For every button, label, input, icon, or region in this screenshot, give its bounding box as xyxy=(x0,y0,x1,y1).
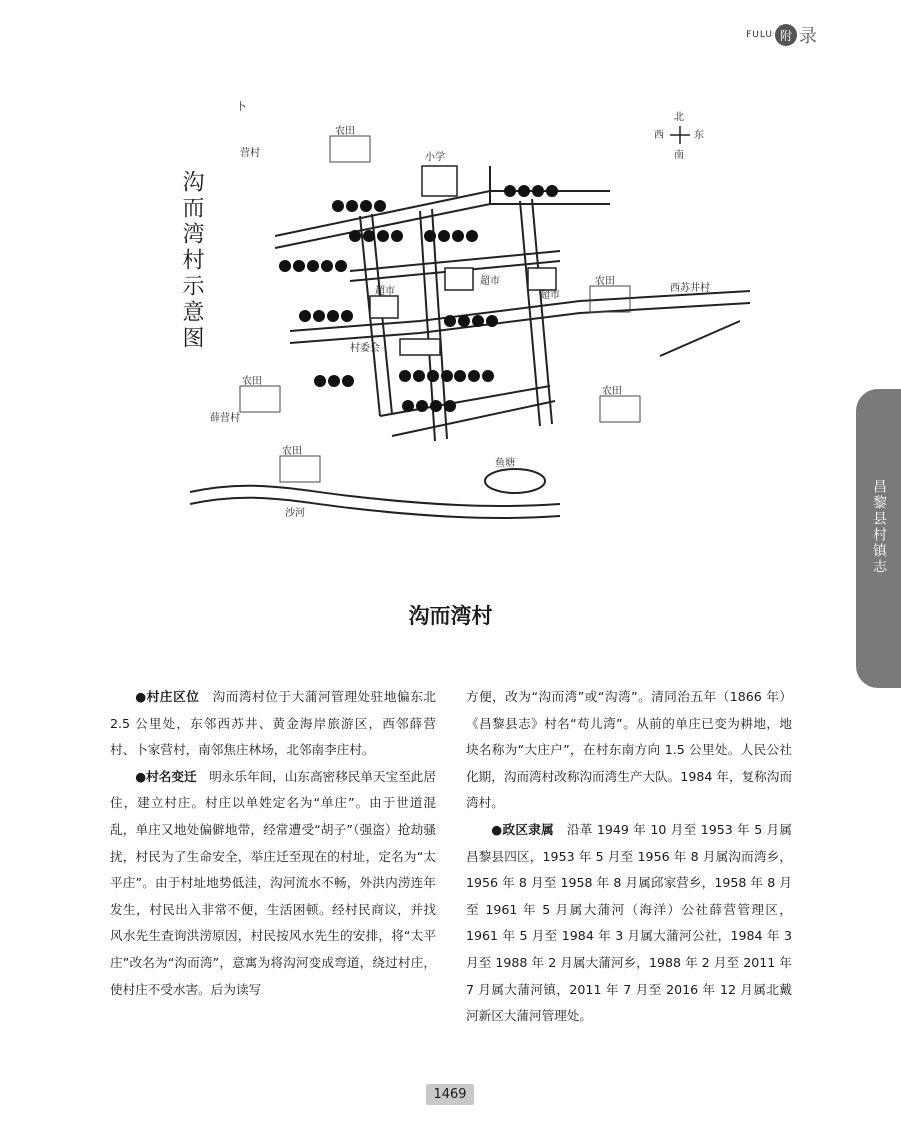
committee-building xyxy=(400,339,440,355)
right-column xyxy=(466,684,792,1030)
label-field-4: 农田 xyxy=(602,386,622,397)
text-admin: 沿革 1949 年 10 月至 1953 年 5 月属昌黎县四区，1953 年 5 月至 1956 年 8 月属沟而湾乡，1956 年 8 月至 1958 年 8 月属邱家营乡，1958 年 8 月至 1961 年 5 月属大蒲河（海洋）公社薛营管理区，1961 年 5 月至 1984 年 3 月属大蒲河公社，1984 年 3 月至 1988 年 2 月属大蒲河乡，1988 年 2 月至 2011 年 7 月属大蒲河镇，2011 年 7 月至 2016 年 12 月属北戴河新区大蒲河管理处。 xyxy=(466,821,792,1024)
heading-admin: ●政区隶属 xyxy=(491,821,554,837)
side-tab[interactable] xyxy=(856,389,901,688)
label-west-village: 薛营村 xyxy=(210,413,240,424)
text-location: 沟而湾村位于大蒲河管理处驻地偏东北 2.5 公里处，东邻西苏井、黄金海岸旅游区，西邻薛营村、卜家营村，南邻焦庄林场，北邻南李庄村。 xyxy=(110,689,436,758)
market-1-building xyxy=(370,296,398,318)
section-header xyxy=(746,22,817,48)
market-2-building xyxy=(445,268,473,290)
paragraph-name-history xyxy=(110,764,436,1003)
label-compass-n: 北 xyxy=(674,112,684,123)
label-field-3: 农田 xyxy=(242,376,262,387)
label-top-left-village-2: 营村 xyxy=(240,148,260,159)
label-pond: 鱼塘 xyxy=(495,458,515,469)
paragraph-admin xyxy=(466,817,792,1030)
label-committee: 村委会 xyxy=(350,343,380,354)
label-compass-s: 南 xyxy=(674,150,684,161)
page-title: 沟而湾村 xyxy=(408,604,493,628)
label-compass-w: 西 xyxy=(654,130,664,141)
label-river: 沙河 xyxy=(285,508,305,519)
school-building xyxy=(422,166,457,196)
heading-location: ●村庄区位 xyxy=(135,689,200,704)
appendix-badge-icon: 附 xyxy=(775,24,797,46)
paragraph-name-history-cont xyxy=(466,684,792,817)
label-market-3: 超市 xyxy=(540,290,560,301)
label-market-1: 超市 xyxy=(375,286,395,297)
page-number: 1469 xyxy=(426,1084,474,1105)
label-field-2: 农田 xyxy=(595,276,615,287)
heading-name-history: ●村名变迁 xyxy=(135,768,197,784)
label-east-village: 西苏井村 xyxy=(670,283,710,294)
label-field-5: 农田 xyxy=(282,446,302,457)
section-label-en: FULU xyxy=(746,30,773,40)
text-name-history-cont: 方便，改为“沟而湾”或“沟湾”。清同治五年（1866 年）《昌黎县志》村名“苟儿湾”。从前的单庄已变为耕地，地块名称为“大庄户”，在村东南方向 1.5 公里处。人民公社化期，沟而湾村改称沟而湾生产大队。1984 年，复称沟而湾村。 xyxy=(466,689,792,811)
village-map xyxy=(160,96,750,536)
map-title: 沟而湾村示意图 xyxy=(179,170,204,352)
label-school: 小学 xyxy=(425,152,445,163)
label-top-left-village-1: 卜 xyxy=(236,102,246,113)
paragraph-location xyxy=(110,684,436,764)
label-field-1: 农田 xyxy=(335,126,355,137)
side-tab-label: 昌黎县村镇志 xyxy=(871,479,887,575)
label-market-2: 超市 xyxy=(480,276,500,287)
label-compass-e: 东 xyxy=(694,130,704,141)
section-label-cn: 录 xyxy=(799,26,817,47)
left-column xyxy=(110,684,436,1003)
text-name-history: 明永乐年间，山东高密移民单天宝至此居住，建立村庄。村庄以单姓定名为“单庄”。由于世道混乱，单庄又地处偏僻地带，经常遭受“胡子”（强盗）抢劫骚扰，村民为了生命安全，举庄迁至现在的村址，定名为“太平庄”。由于村址地势低洼，沟河流水不畅，外洪内涝连年发生，村民出入非常不便，生活困顿。经村民商议，并找风水先生查询洪涝原因，村民按风水先生的安排，将“太平庄”改名为“沟而湾”，意寓为将沟河变成弯道，绕过村庄，使村庄不受水害。后为读写 xyxy=(110,768,436,997)
market-3-building xyxy=(528,268,556,290)
